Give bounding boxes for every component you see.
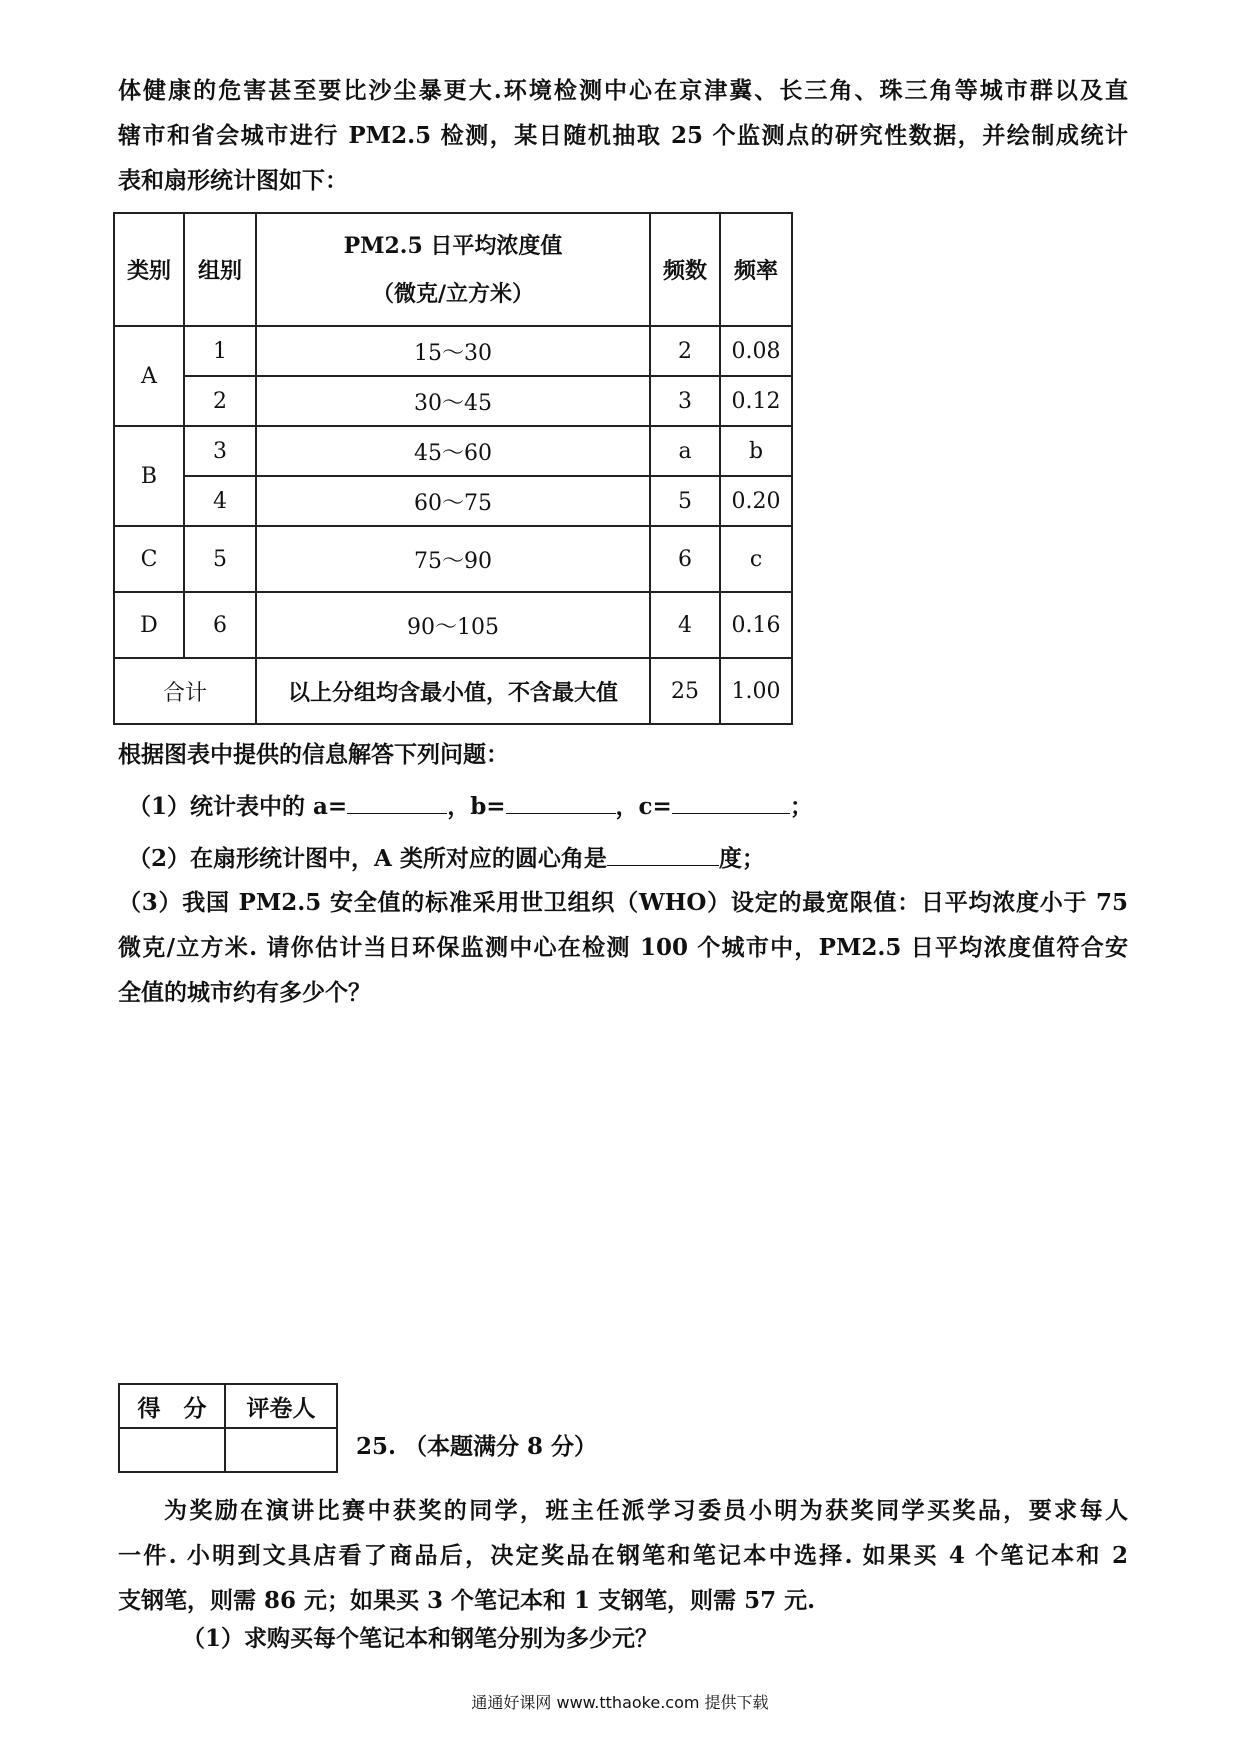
q1-b-label: ，b=	[447, 793, 506, 820]
question-25-body	[118, 1488, 1128, 1623]
question-25-sub1: （1）求购买每个笔记本和钢笔分别为多少元？	[182, 1625, 659, 1652]
header-category: 类别	[114, 213, 184, 326]
header-range-line1: PM2.5 日平均浓度值	[343, 232, 563, 259]
q1-prefix: （1）统计表中的 a=	[128, 793, 348, 820]
total-note: 以上分组均含最小值，不含最大值	[256, 658, 650, 724]
table-row	[114, 426, 792, 476]
q1-c-label: ，c=	[615, 793, 672, 820]
group-cell: 4	[184, 476, 256, 526]
intro-paragraph	[118, 68, 1128, 203]
q2-prefix: （2）在扇形统计图中，A 类所对应的圆心角是	[128, 845, 607, 872]
range-cell: 15～30	[256, 326, 650, 376]
range-cell: 45～60	[256, 426, 650, 476]
range-cell: 75～90	[256, 526, 650, 592]
rate-cell: 0.12	[720, 376, 792, 426]
q3-line: 全值的城市约有多少个？	[118, 979, 371, 1006]
group-cell: 2	[184, 376, 256, 426]
header-group: 组别	[184, 213, 256, 326]
range-cell: 60～75	[256, 476, 650, 526]
q25-line: 一件. 小明到文具店看了商品后，决定奖品在钢笔和笔记本中选择. 如果买 4 个笔记本和 2	[118, 1542, 1128, 1569]
answer-blank-angle[interactable]	[607, 843, 719, 866]
q1-end: ；	[789, 793, 813, 820]
table-row	[114, 592, 792, 658]
answer-blank-b[interactable]	[506, 791, 616, 814]
q3-line: （3）我国 PM2.5 安全值的标准采用世卫组织（WHO）设定的最宽限值：日平均浓度小于 75	[118, 889, 1128, 916]
group-cell: 6	[184, 592, 256, 658]
total-frequency: 25	[650, 658, 720, 724]
range-cell: 30～45	[256, 376, 650, 426]
q2-end: 度；	[718, 845, 765, 872]
header-range	[256, 213, 650, 326]
answer-blank-a[interactable]	[347, 791, 447, 814]
header-rate: 频率	[720, 213, 792, 326]
intro-line: 体健康的危害甚至要比沙尘暴更大.环境检测中心在京津冀、长三角、珠三角等城市群以及直	[118, 77, 1128, 104]
pm25-statistics-table	[113, 212, 793, 725]
total-rate: 1.00	[720, 658, 792, 724]
category-cell: D	[114, 592, 184, 658]
footer-credit: 通通好课网 www.tthaoke.com 提供下载	[471, 1693, 769, 1712]
table-row	[114, 526, 792, 592]
frequency-cell: a	[650, 426, 720, 476]
group-cell: 3	[184, 426, 256, 476]
grader-input[interactable]	[225, 1428, 337, 1472]
score-label: 得 分	[119, 1384, 225, 1428]
total-label: 合计	[114, 658, 256, 724]
range-cell: 90～105	[256, 592, 650, 658]
header-frequency: 频数	[650, 213, 720, 326]
answer-blank-c[interactable]	[672, 791, 790, 814]
table-row	[114, 476, 792, 526]
rate-cell: 0.16	[720, 592, 792, 658]
score-input[interactable]	[119, 1428, 225, 1472]
frequency-cell: 3	[650, 376, 720, 426]
category-cell: C	[114, 526, 184, 592]
table-row	[114, 376, 792, 426]
q25-line: 支钢笔，则需 86 元；如果买 3 个笔记本和 1 支钢笔，则需 57 元.	[118, 1587, 816, 1614]
frequency-cell: 2	[650, 326, 720, 376]
table-header-row	[114, 213, 792, 326]
category-cell: B	[114, 426, 184, 526]
header-range-line2: （微克/立方米）	[371, 280, 535, 307]
question-1	[128, 788, 813, 821]
rate-cell: b	[720, 426, 792, 476]
score-box	[118, 1383, 338, 1473]
table-row	[114, 326, 792, 376]
group-cell: 1	[184, 326, 256, 376]
q3-line: 微克/立方米. 请你估计当日环保监测中心在检测 100 个城市中，PM2.5 日平均浓度值符合安	[118, 934, 1128, 961]
intro-line: 表和扇形统计图如下：	[118, 167, 348, 194]
question-3	[118, 880, 1128, 1015]
rate-cell: 0.08	[720, 326, 792, 376]
rate-cell: c	[720, 526, 792, 592]
frequency-cell: 4	[650, 592, 720, 658]
table-total-row	[114, 658, 792, 724]
frequency-cell: 5	[650, 476, 720, 526]
frequency-cell: 6	[650, 526, 720, 592]
intro-line: 辖市和省会城市进行 PM2.5 检测，某日随机抽取 25 个监测点的研究性数据，并绘制成统计	[118, 122, 1128, 149]
group-cell: 5	[184, 526, 256, 592]
question-prompt: 根据图表中提供的信息解答下列问题：	[118, 741, 509, 768]
question-25-title: 25. （本题满分 8 分）	[356, 1433, 598, 1460]
question-2	[128, 840, 765, 873]
category-cell: A	[114, 326, 184, 426]
q25-line: 为奖励在演讲比赛中获奖的同学，班主任派学习委员小明为获奖同学买奖品，要求每人	[164, 1497, 1128, 1524]
grader-label: 评卷人	[225, 1384, 337, 1428]
rate-cell: 0.20	[720, 476, 792, 526]
